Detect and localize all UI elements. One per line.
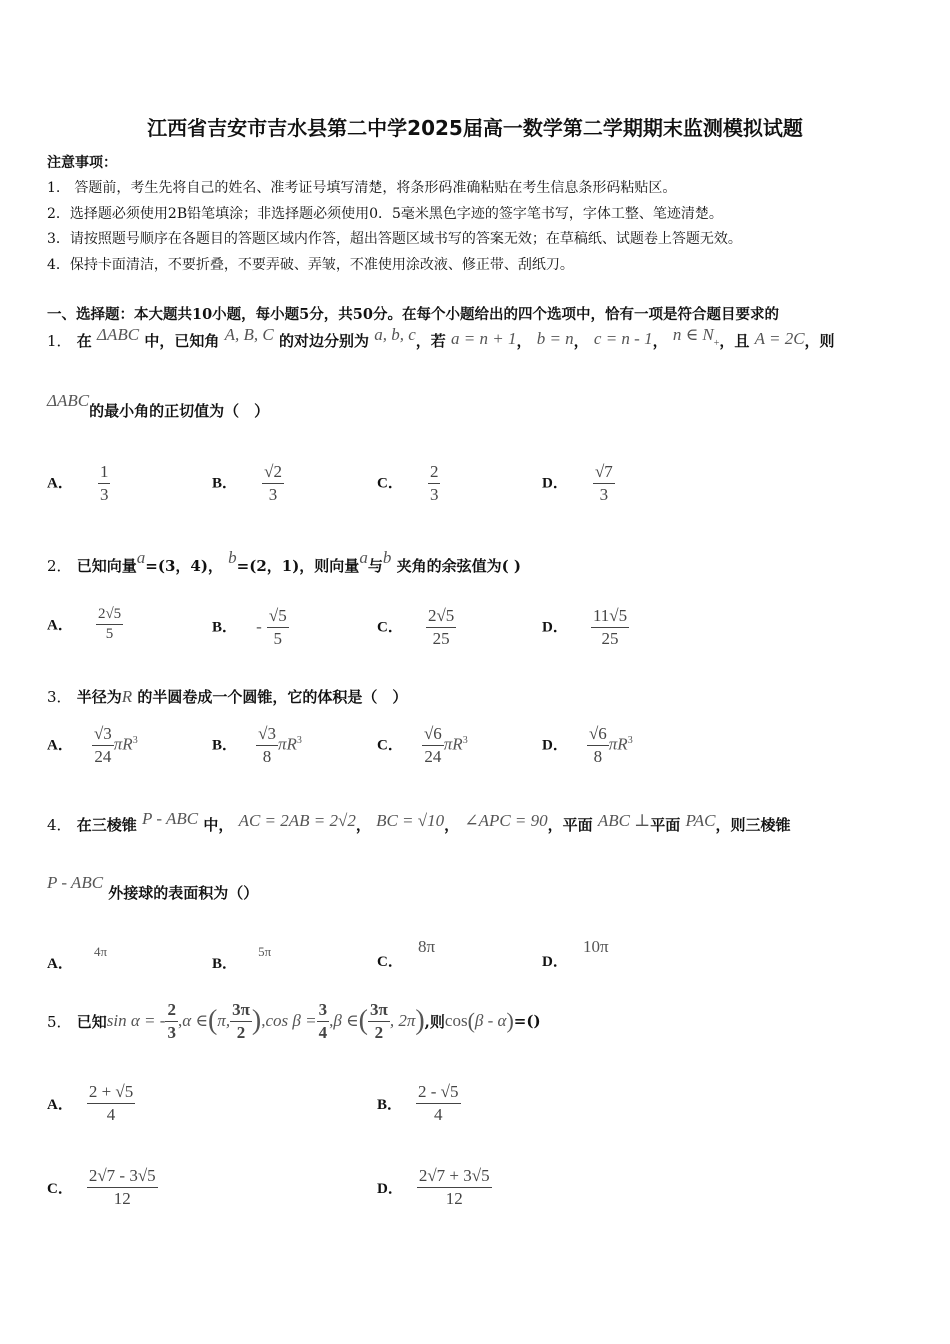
- section-heading: 一、选择题：本大题共10小题，每小题5分，共50分。在每个小题给出的四个选项中，恰有一项是符合题目要求的: [47, 306, 779, 323]
- math-expr: b: [382, 548, 392, 567]
- question-text: 的半圆卷成一个圆锥，它的体积是（ ）: [137, 688, 408, 706]
- question-number: 2．: [47, 557, 72, 575]
- option-c[interactable]: [377, 462, 440, 504]
- option-c[interactable]: [377, 936, 436, 970]
- question-text: =(2，1)，则向量: [236, 557, 360, 575]
- fraction-numerator: √2: [262, 462, 284, 484]
- question-number: 3．: [47, 688, 72, 706]
- fraction-denominator: 8: [593, 746, 603, 766]
- question-text: 在三棱锥: [76, 816, 137, 834]
- option-c[interactable]: [377, 606, 456, 648]
- fraction-numerator: 3π: [368, 1000, 390, 1022]
- math-expr: A = 2C: [754, 329, 805, 348]
- fraction-numerator: 1: [98, 462, 111, 484]
- fraction-denominator: 4: [318, 1022, 328, 1042]
- fraction-numerator: 3: [317, 1000, 330, 1022]
- option-label: A．: [47, 956, 73, 972]
- question-text: 已知向量: [76, 557, 137, 575]
- fraction-numerator: 11√5: [591, 606, 629, 628]
- fraction-numerator: √5: [267, 606, 289, 628]
- option-d[interactable]: [542, 606, 629, 648]
- math-expr: b: [228, 548, 237, 567]
- fraction-denominator: 25: [432, 628, 450, 648]
- fraction-denominator: 12: [113, 1188, 131, 1208]
- option-label: D．: [542, 619, 568, 636]
- question-1-line-1: 1． 在 ΔABC 中，已知角 A, B, C 的对边分别为 a, b, c，若 a = n + 1， b = n， c = n - 1， n ∈ N+，且 A = 2C，则: [47, 325, 835, 350]
- fraction-denominator: 2: [236, 1022, 246, 1042]
- option-value: 5π: [258, 944, 272, 959]
- math-expr: A, B, C: [224, 325, 274, 344]
- option-label: B．: [212, 619, 238, 636]
- question-text: ，平面: [547, 816, 593, 834]
- question-4-line-1: 4． 在三棱锥 P - ABC 中， AC = 2AB = 2√2， BC = √10， ∠APC = 90，平面 ABC ⊥平面 PAC，则三棱锥: [47, 809, 791, 834]
- question-number: 4．: [47, 816, 72, 834]
- math-expr: cos: [444, 1011, 468, 1031]
- math-expr: +: [713, 338, 720, 349]
- math-expr: PAC: [685, 811, 716, 830]
- question-text: 夹角的余弦值为( ): [396, 557, 521, 575]
- question-text: 中，: [203, 816, 234, 834]
- option-label: C．: [377, 475, 403, 492]
- option-label: D．: [542, 737, 568, 754]
- question-text: 的对边分别为: [278, 332, 369, 350]
- math-expr: a: [136, 548, 146, 567]
- question-3: [47, 686, 407, 707]
- fraction-denominator: 2: [374, 1022, 384, 1042]
- fraction-denominator: 25: [601, 628, 619, 648]
- fraction-denominator: 3: [268, 484, 278, 504]
- option-b[interactable]: [212, 606, 289, 648]
- math-expr: πR: [608, 734, 628, 754]
- fraction-numerator: √3: [92, 724, 114, 746]
- math-expr: a, b, c: [374, 325, 416, 344]
- fraction-numerator: 2√7 - 3√5: [87, 1166, 158, 1188]
- fraction-denominator: 3: [167, 1022, 176, 1042]
- option-a[interactable]: A． $\frac{√3}{24}$ $\pi R^3$: [47, 724, 138, 766]
- fraction-denominator: 5: [105, 626, 114, 643]
- notice-heading: 注意事项：: [47, 155, 117, 171]
- fraction-denominator: 3: [429, 484, 439, 504]
- math-expr: π,: [217, 1011, 231, 1031]
- math-expr: BC = √10: [376, 811, 445, 830]
- fraction-denominator: 3: [599, 484, 609, 504]
- notice-item: 3．请按照题号顺序在各题目的答题区域内作答，超出答题区域书写的答案无效；在草稿纸、试题卷上答题无效。: [47, 231, 742, 247]
- math-expr: a = n + 1: [451, 329, 517, 348]
- math-expr: ΔABC: [97, 325, 140, 344]
- question-text: ，且: [719, 332, 750, 350]
- fraction-numerator: 2: [165, 1000, 178, 1022]
- option-d[interactable]: [542, 462, 615, 504]
- option-d[interactable]: [377, 1166, 492, 1208]
- question-2: [47, 548, 521, 576]
- math-expr: AC = 2AB = 2√2: [238, 811, 356, 830]
- question-text: ,则: [424, 1012, 445, 1031]
- fraction-denominator: 5: [273, 628, 283, 648]
- option-label: C．: [47, 1180, 73, 1197]
- math-expr: P - ABC: [142, 809, 199, 828]
- question-text: 半径为: [76, 688, 122, 706]
- question-number: 1．: [47, 332, 72, 350]
- fraction-denominator: 24: [94, 746, 112, 766]
- option-a[interactable]: [47, 940, 108, 972]
- question-text: 平面: [650, 816, 681, 834]
- fraction-denominator: 4: [434, 1104, 443, 1124]
- option-b[interactable]: B． $\frac{√3}{8}$ $\pi R^3$: [212, 724, 302, 766]
- option-label: C．: [377, 954, 403, 970]
- math-expr: c = n - 1: [593, 329, 653, 348]
- question-text: 的最小角的正切值为（ ）: [89, 402, 270, 420]
- math-expr: , 2π: [389, 1011, 416, 1031]
- option-c[interactable]: C． $\frac{√6}{24}$ $\pi R^3$: [377, 724, 468, 766]
- option-c[interactable]: [47, 1166, 158, 1208]
- fraction-numerator: 2: [428, 462, 441, 484]
- math-expr: α ∈: [182, 1011, 208, 1031]
- option-value: 10π: [582, 937, 609, 956]
- math-expr: πR: [277, 734, 297, 754]
- fraction-numerator: √6: [587, 724, 609, 746]
- option-a[interactable]: [47, 606, 123, 644]
- option-label: D．: [542, 954, 568, 970]
- option-label: B．: [377, 1096, 403, 1113]
- page-title: 江西省吉安市吉水县第二中学2025届高一数学第二学期期末监测模拟试题: [147, 116, 803, 140]
- option-b[interactable]: [212, 462, 284, 504]
- fraction-denominator: 12: [445, 1188, 463, 1208]
- option-b[interactable]: [212, 940, 272, 972]
- math-expr: β - α: [474, 1011, 507, 1031]
- option-label: A．: [47, 617, 73, 634]
- option-label: B．: [212, 475, 238, 492]
- option-label: D．: [377, 1180, 403, 1197]
- option-label: B．: [212, 737, 238, 754]
- option-label: A．: [47, 475, 73, 492]
- fraction-numerator: 2√7 + 3√5: [417, 1166, 492, 1188]
- question-text: 外接球的表面积为（）: [108, 884, 259, 902]
- fraction-denominator: 8: [262, 746, 272, 766]
- fraction-denominator: 3: [99, 484, 109, 504]
- question-4-line-2: [47, 873, 259, 903]
- math-expr: πR: [113, 734, 133, 754]
- notice-item: 1. 答题前，考生先将自己的姓名、准考证号填写清楚，将条形码准确粘贴在考生信息条形码粘贴区。: [47, 180, 677, 196]
- question-number: 5．: [47, 1012, 72, 1031]
- notice-item: 2．选择题必须使用2B铅笔填涂；非选择题必须使用0．5毫米黑色字迹的签字笔书写，字体工整、笔迹清楚。: [47, 206, 723, 222]
- option-label: B．: [212, 956, 238, 972]
- math-expr: ABC ⊥: [597, 811, 651, 830]
- math-expr: ∠APC = 90: [464, 811, 548, 830]
- fraction-numerator: 2√5: [96, 606, 123, 625]
- question-text: =(): [513, 1012, 541, 1031]
- option-label: A．: [47, 737, 73, 754]
- option-label: D．: [542, 475, 568, 492]
- fraction-numerator: √6: [422, 724, 444, 746]
- minus-sign: -: [256, 616, 262, 636]
- fraction-numerator: 2 - √5: [416, 1082, 461, 1104]
- fraction-denominator: 24: [424, 746, 442, 766]
- option-a[interactable]: [47, 462, 110, 504]
- math-expr: cos β =: [265, 1011, 317, 1031]
- math-expr: sin α = -: [106, 1011, 166, 1031]
- math-expr: β ∈: [333, 1011, 359, 1031]
- question-text: ，若: [415, 332, 446, 350]
- question-text: 中，已知角: [144, 332, 220, 350]
- fraction-numerator: 2√5: [426, 606, 456, 628]
- option-label: C．: [377, 737, 403, 754]
- option-value: 8π: [417, 937, 436, 956]
- fraction-numerator: √3: [256, 724, 278, 746]
- question-text: =(3，4)，: [145, 557, 223, 575]
- option-d[interactable]: D． $\frac{√6}{8}$ $\pi R^3$: [542, 724, 633, 766]
- question-1-line-2: [47, 391, 270, 421]
- option-label: A．: [47, 1096, 73, 1113]
- question-text: ，则三棱锥: [715, 816, 791, 834]
- question-text: 已知: [76, 1012, 107, 1031]
- question-text: 与: [367, 557, 383, 575]
- option-d[interactable]: [542, 936, 609, 970]
- fraction-numerator: √7: [593, 462, 615, 484]
- fraction-numerator: 3π: [230, 1000, 252, 1022]
- question-text: 在: [76, 332, 92, 350]
- math-expr: a: [359, 548, 368, 567]
- option-a[interactable]: [47, 1082, 135, 1124]
- question-text: ，则: [804, 332, 835, 350]
- option-label: C．: [377, 619, 403, 636]
- math-expr: b = n: [536, 329, 574, 348]
- math-expr: n ∈ N: [672, 325, 714, 344]
- option-b[interactable]: [377, 1082, 461, 1124]
- math-expr: P - ABC: [47, 873, 104, 892]
- fraction-denominator: 4: [106, 1104, 116, 1124]
- notice-item: 4．保持卡面清洁，不要折叠，不要弄破、弄皱，不准使用涂改液、修正带、刮纸刀。: [47, 257, 574, 273]
- fraction-numerator: 2 + √5: [87, 1082, 135, 1104]
- question-5: 5． 已知 sin α = - $\frac{2}{3}$ , α ∈ ( π, $\frac{3\pi}{2}$ ) , cos β = $\frac{3}{4}$ , β ∈ ( $\frac{3\pi}{2}$ , 2π ) ,则 cos ( β - α ) =(): [47, 1000, 541, 1042]
- math-expr: ΔABC: [47, 391, 90, 410]
- math-expr: R: [121, 687, 133, 706]
- math-expr: πR: [443, 734, 463, 754]
- option-value: 4π: [93, 944, 108, 959]
